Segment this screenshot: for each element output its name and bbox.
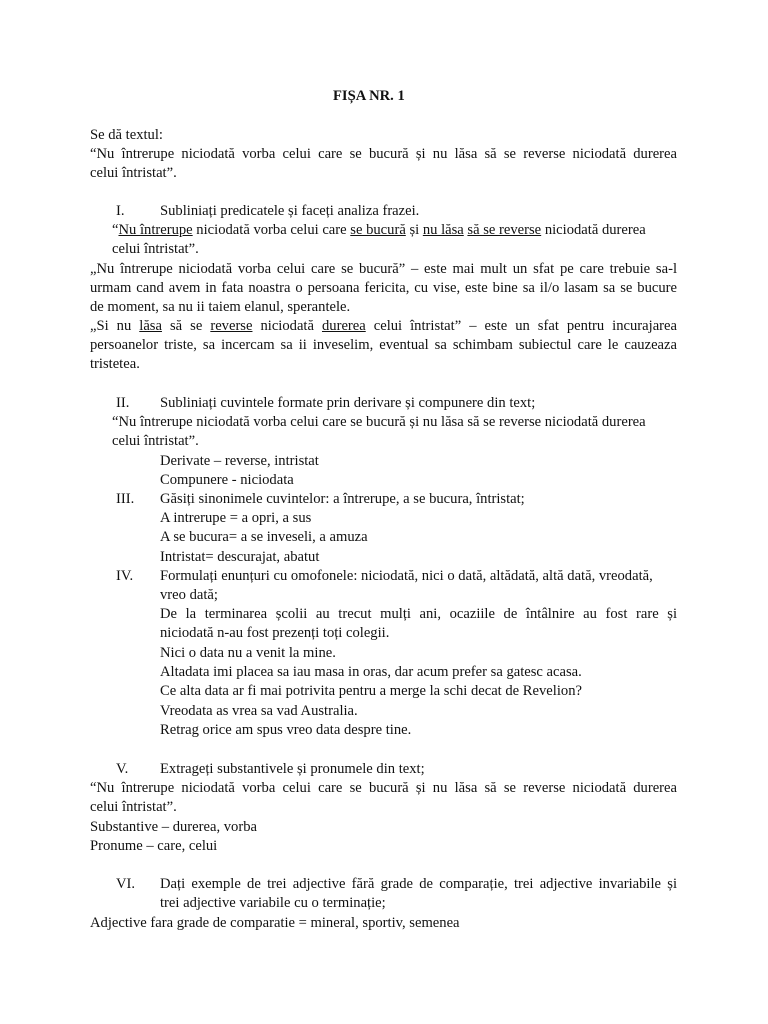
- section-2-compunere: Compunere - niciodata: [160, 472, 294, 488]
- section-1-quote-line1: “Nu întrerupe niciodată vorba celui care se bucură și nu lăsa să se reverse niciodată durerea: [112, 222, 646, 238]
- intro-quote-line1: “Nu întrerupe niciodată vorba celui care se bucură și nu lăsa să se reverse niciodată durerea: [90, 146, 677, 162]
- section-4-task-line1: Formulați enunțuri cu omofonele: niciodată, nici o dată, altădată, altă dată, vreodată,: [160, 568, 653, 584]
- section-4-example-4: Ce alta data ar fi mai potrivita pentru a merge la schi decat de Revelion?: [160, 683, 582, 699]
- section-1-number: I.: [116, 203, 125, 219]
- section-6-task-line2: trei adjective variabile cu o terminație;: [160, 895, 386, 911]
- intro-quote-line2: celui întristat”.: [90, 165, 177, 181]
- predicate-underline: se bucură: [350, 222, 406, 238]
- section-1-quote-line2: celui întristat”.: [112, 241, 199, 257]
- section-5-number: V.: [116, 761, 129, 777]
- page-title: FIȘA NR. 1: [333, 88, 405, 104]
- section-3-answer-1: A intrerupe = a opri, a sus: [160, 510, 312, 526]
- section-5-quote-line2: celui întristat”.: [90, 799, 177, 815]
- section-3-answer-2: A se bucura= a se inveseli, a amuza: [160, 529, 368, 545]
- section-5-task: Extrageți substantivele și pronumele din text;: [160, 761, 425, 777]
- section-4-example-1-line1: De la terminarea școlii au trecut mulți ani, ocaziile de întâlnire au fost rare și: [160, 606, 677, 622]
- section-5-quote-line1: “Nu întrerupe niciodată vorba celui care se bucură și nu lăsa să se reverse niciodată durerea: [90, 780, 677, 796]
- section-3-task: Găsiți sinonimele cuvintelor: a întrerupe, a se bucura, întristat;: [160, 491, 525, 507]
- section-4-example-3: Altadata imi placea sa iau masa in oras, dar acum prefer sa gatesc acasa.: [160, 664, 582, 680]
- section-5-pronume: Pronume – care, celui: [90, 838, 218, 854]
- section-5-substantive: Substantive – durerea, vorba: [90, 819, 257, 835]
- section-3-number: III.: [116, 491, 135, 507]
- section-2-task: Subliniați cuvintele formate prin derivare și compunere din text;: [160, 395, 536, 411]
- section-1-paragraph1-line1: „Nu întrerupe niciodată vorba celui care se bucură” – este mai mult un sfat pe care trebuie sa-l: [90, 261, 677, 277]
- section-2-quote-line2: celui întristat”.: [112, 433, 199, 449]
- section-6-task-line1: Dați exemple de trei adjective fără grade de comparație, trei adjective invariabile și: [160, 876, 677, 892]
- section-4-example-2: Nici o data nu a venit la mine.: [160, 645, 336, 661]
- section-1-paragraph1-line2: urmam cand avem in fata noastra o persoana fericita, cu vise, este bine sa il/o lasam sa se bucure: [90, 280, 677, 296]
- section-1-paragraph1-line3: de moment, sa nu ii taiem elanul, sperantele.: [90, 299, 351, 315]
- section-6-answer: Adjective fara grade de comparatie = mineral, sportiv, semenea: [90, 915, 460, 931]
- section-1-task: Subliniați predicatele și faceți analiza frazei.: [160, 203, 420, 219]
- predicate-underline: Nu întrerupe: [118, 222, 193, 238]
- section-4-example-6: Retrag orice am spus vreo data despre tine.: [160, 722, 412, 738]
- section-2-quote-line1: “Nu întrerupe niciodată vorba celui care se bucură și nu lăsa să se reverse niciodată durerea: [112, 414, 646, 430]
- section-2-number: II.: [116, 395, 130, 411]
- section-4-task-line2: vreo dată;: [160, 587, 218, 603]
- section-1-paragraph2-line3: tristetea.: [90, 356, 140, 372]
- section-6-number: VI.: [116, 876, 136, 892]
- section-1-paragraph2-line1: „Si nu lăsa să se reverse niciodată durerea celui întristat” – este un sfat pentru incurajarea: [90, 318, 677, 334]
- section-4-example-5: Vreodata as vrea sa vad Australia.: [160, 703, 358, 719]
- predicate-underline: nu lăsa: [422, 222, 464, 238]
- intro-label: Se dă textul:: [90, 127, 163, 143]
- section-4-number: IV.: [116, 568, 134, 584]
- section-2-derivate: Derivate – reverse, intristat: [160, 453, 319, 469]
- section-3-answer-3: Intristat= descurajat, abatut: [160, 549, 320, 565]
- predicate-underline: să se reverse: [467, 222, 542, 238]
- section-1-paragraph2-line2: persoanelor triste, sa incercam sa ii inveselim, eventual sa schimbam subiectul care le cauzeaza: [90, 337, 677, 353]
- section-4-example-1-line2: niciodată n-au fost prezenți toți colegii.: [160, 625, 390, 641]
